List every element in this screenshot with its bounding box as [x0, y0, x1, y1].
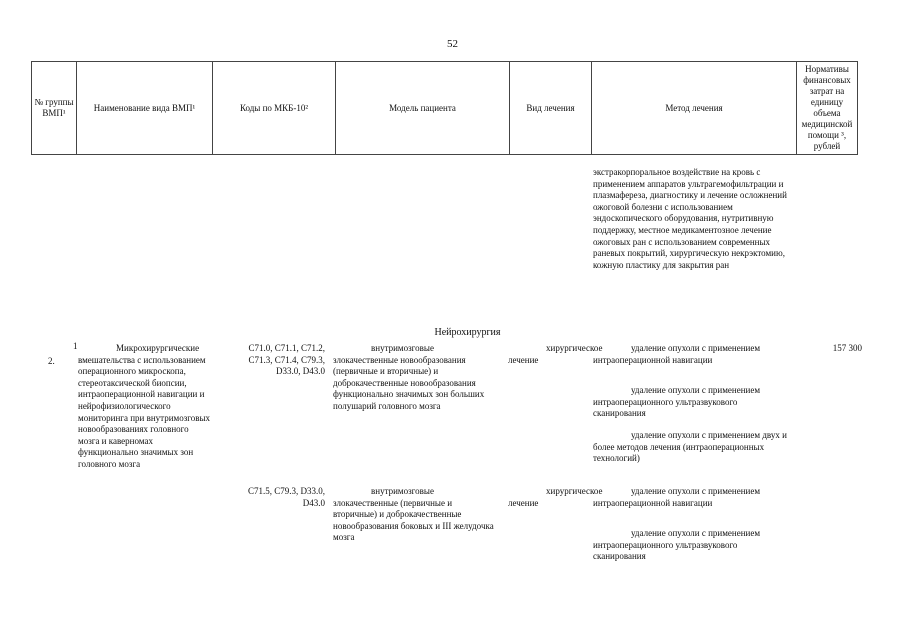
patient-model-1: внутримозговые злокачественные новообразования (первичные и вторичные) и доброкачественные новообразования функционально значимых зон больших полушарий головного мозга [333, 343, 485, 411]
section-title: Нейрохирургия [434, 327, 501, 338]
treatment-type-1: хирургическое лечение [508, 343, 603, 365]
group-number-a: 1 [73, 341, 78, 351]
header-icd-codes: Коды по МКБ-10² [213, 62, 336, 155]
method-1-2: удаление опухоли с применением интраоперационного ультразвукового сканирования [593, 385, 761, 419]
page-number: 52 [447, 38, 458, 50]
header-group-number: № группы ВМП¹ [32, 62, 77, 155]
group-number-b: 2. [48, 356, 55, 366]
header-patient-model: Модель пациента [336, 62, 510, 155]
vmp-name: Микрохирургические вмешательства с использованием операционного микроскопа, стереотаксической биопсии, интраоперационной навигации и нейрофизиологического мониторинга при внутримозговых новообразованиях головного мозга и каверномах функционально значимых зон головного мозга [78, 343, 211, 469]
cost-norm-value: 157 300 [832, 343, 862, 353]
header-treatment-method: Метод лечения [592, 62, 797, 155]
method-2-1: удаление опухоли с применением интраоперационной навигации [593, 486, 761, 508]
method-1-3: удаление опухоли с применением двух и более методов лечения (интраоперационных технологий) [593, 430, 787, 464]
patient-model-2: внутримозговые злокачественные (первичные и вторичные) и доброкачественные новообразования боковых и III желудочка мозга [333, 486, 494, 543]
treatment-type-2: хирургическое лечение [508, 486, 603, 508]
table-header [31, 61, 858, 155]
icd-codes-2: C71.5, C79.3, D33.0, D43.0 [247, 486, 325, 508]
method-1-1: удаление опухоли с применением интраоперационной навигации [593, 343, 761, 365]
header-vmp-name: Наименование вида ВМП¹ [77, 62, 213, 155]
header-cost-norms: Нормативы финансовых затрат на единицу объема медицинской помощи ³, рублей [797, 62, 858, 155]
icd-codes-1: C71.0, C71.1, C71.2, C71.3, C71.4, C79.3, D33.0, D43.0 [248, 343, 325, 377]
header-treatment-type: Вид лечения [510, 62, 592, 155]
method-2-2: удаление опухоли с применением интраоперационного ультразвукового сканирования [593, 528, 761, 562]
continuation-text: экстракорпоральное воздействие на кровь с применением аппаратов ультрагемофильтрации и плазмафереза, диагностику и лечение осложнений ожоговой болезни с использованием эндоскопического оборудования, нутритивную поддержку, местное медикаментозное лечение ожоговых ран с использованием современных раневых покрытий, хирургическую некрэктомию, кожную пластику для закрытия ран [593, 167, 787, 270]
